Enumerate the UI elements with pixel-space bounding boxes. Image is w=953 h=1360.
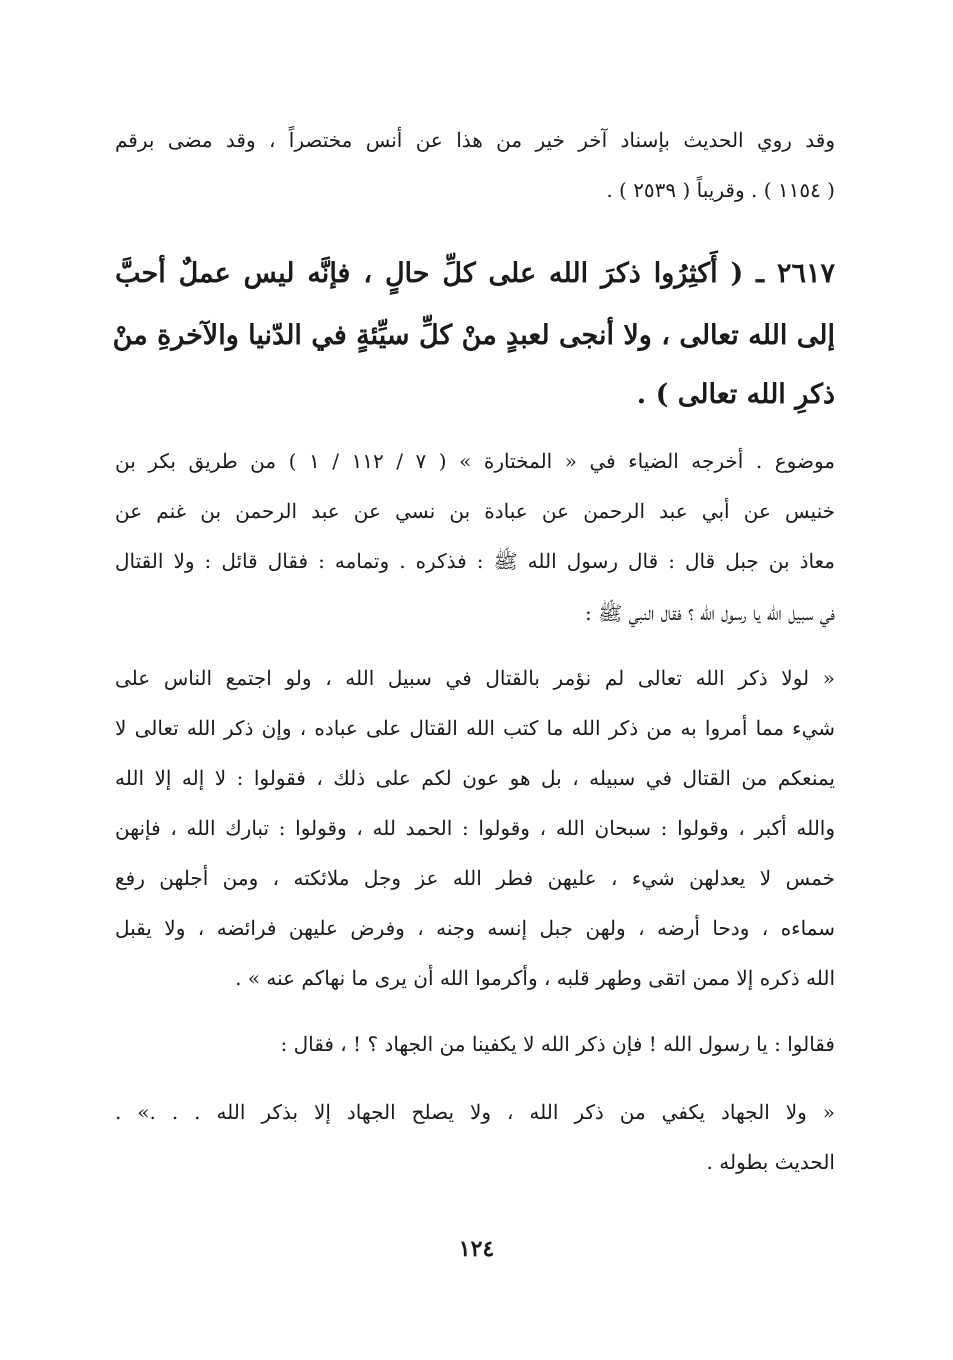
quote-line-4: والله أكبر ، وقولوا : سبحان الله ، وقولوا : الحمد لله ، وقولوا : تبارك الله ، فإنهن (115, 816, 835, 840)
quote-line-1: « لولا ذكر الله تعالى لم نؤمر بالقتال في سبيل الله ، ولو اجتمع الناس على (115, 666, 835, 690)
quote-line-2: شيء مما أمروا به من ذكر الله ما كتب الله القتال على عباده ، وإن ذكر الله تعالى لا (115, 716, 835, 740)
hadith-line-3: ذكرِ الله تعالى ) . (636, 379, 835, 410)
hadith-line-1: ٢٦١٧ ـ ( أَكثِرُوا ذكرَ الله على كلِّ حالٍ ، فإنَّه ليس عملٌ أحبَّ (115, 258, 835, 289)
closing-line-1: « ولا الجهاد يكفي من ذكر الله ، ولا يصلح الجهاد إلا بذكر الله . . .» . (115, 1100, 835, 1124)
commentary-line-2: خنيس عن أبي عبد الرحمن عن عبادة بن نسي عن عبد الرحمن بن غنم عن (115, 499, 835, 523)
page-number: ١٢٤ (458, 1236, 495, 1262)
commentary-line-1: موضوع . أخرجه الضياء في « المختارة » ( ٧ / ١١٢ / ١ ) من طريق بكر بن (115, 449, 836, 473)
closing-line-2: الحديث بطوله . (706, 1150, 835, 1174)
quote-line-6: سماءه ، ودحا أرضه ، ولهن جبل إنسه وجنه ، وفرض عليهن فرائضه ، ولا يقبل (115, 916, 835, 940)
commentary-line-3: معاذ بن جبل قال : قال رسول الله ﷺ : فذكره . وتمامه : فقال قائل : ولا القتال (115, 549, 835, 573)
intro-line-1: وقد روي الحديث بإسناد آخر خير من هذا عن أنس مختصراً ، وقد مضى برقم (115, 128, 835, 152)
commentary-line-4: في سبيل الله يا رسول الله ؟ فقال النبي ﷺ : (584, 601, 835, 625)
hadith-line-2: إلى الله تعالى ، ولا أنجى لعبدٍ منْ كلِّ سيِّئةٍ في الدّنيا والآخرةِ منْ (112, 320, 835, 351)
quote-line-7: الله ذكره إلا ممن اتقى وطهر قلبه ، وأكرموا الله أن يرى ما نهاكم عنه » . (235, 966, 835, 990)
quote-line-3: يمنعكم من القتال في سبيله ، بل هو عون لكم على ذلك ، فقولوا : لا إله إلا الله (115, 766, 835, 790)
intro-line-2: ( ١١٥٤ ) . وقريباً ( ٢٥٣٩ ) . (606, 178, 835, 202)
reply-line-1: فقالوا : يا رسول الله ! فإن ذكر الله لا يكفينا من الجهاد ؟ ! ، فقال : (280, 1032, 835, 1056)
quote-line-5: خمس لا يعدلهن شيء ، عليهن فطر الله عز وجل ملائكته ، ومن أجلهن رفع (115, 866, 835, 890)
